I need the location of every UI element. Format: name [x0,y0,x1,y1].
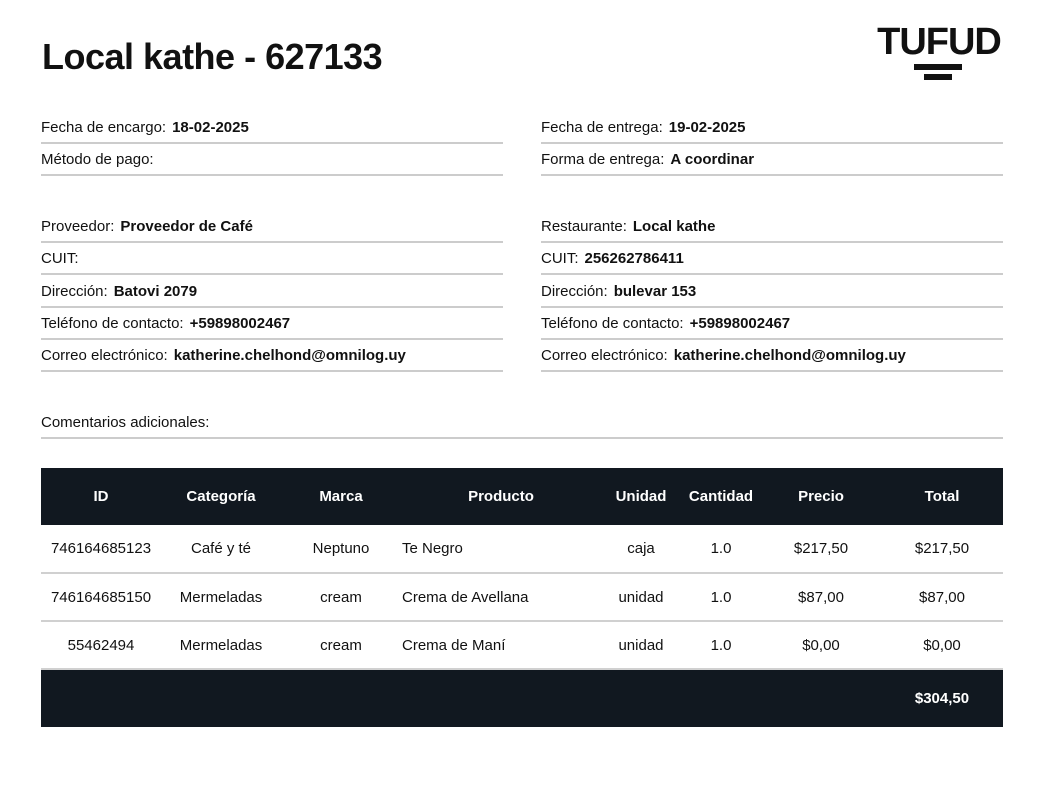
cell-producto: Crema de Avellana [402,588,529,606]
proveedor-correo-label: Correo electrónico: [41,346,168,364]
restaurante-correo-value: katherine.chelhond@omnilog.uy [673,346,906,364]
cell-total: $217,50 [914,540,970,557]
restaurante-correo-field [541,340,1003,372]
cell-total: $87,00 [919,588,965,606]
cell-producto: Te Negro [402,540,463,557]
restaurante-correo-label: Correo electrónico: [541,346,668,364]
cell-categoria: Mermeladas [179,636,263,654]
fecha-entrega-label: Fecha de entrega: [541,118,663,136]
table-header-row [41,468,1003,525]
fecha-entrega-field [541,112,1003,144]
restaurante-cuit-label: CUIT: [541,249,579,267]
cell-id: 55462494 [67,636,135,654]
fecha-entrega-value: 19-02-2025 [668,118,746,136]
cell-marca: cream [320,636,362,654]
th-total: Total [924,488,960,505]
cell-id: 746164685123 [50,540,152,557]
cell-producto: Crema de Maní [402,636,506,654]
fecha-encargo-label: Fecha de encargo: [41,118,167,136]
forma-entrega-value: A coordinar [670,150,755,168]
fecha-encargo-value: 18-02-2025 [172,118,249,136]
table-row [41,525,1003,573]
page-title: Local kathe - 627133 [42,36,383,77]
restaurante-telefono-label: Teléfono de contacto: [541,314,684,332]
cell-precio: $0,00 [802,636,840,654]
cell-marca: cream [320,588,362,606]
th-id: ID [93,488,109,505]
th-marca: Marca [319,488,363,505]
logo-bar-bottom [924,74,952,80]
th-categoria: Categoría [186,488,256,505]
forma-entrega-field [541,144,1003,176]
tufud-logo [874,22,1004,82]
products-table [41,468,1003,727]
restaurante-telefono-value: +59898002467 [689,314,791,332]
cell-unidad: caja [627,540,655,557]
proveedor-value: Proveedor de Café [120,217,253,235]
proveedor-direccion-label: Dirección: [41,282,108,300]
comentarios-label: Comentarios adicionales: [41,413,210,431]
proveedor-telefono-field [41,308,503,340]
table-row [41,621,1003,669]
th-unidad: Unidad [615,488,667,505]
proveedor-field [41,211,503,243]
proveedor-telefono-label: Teléfono de contacto: [41,314,184,332]
cell-cantidad: 1.0 [710,588,732,606]
restaurante-direccion-value: bulevar 153 [613,282,697,300]
restaurante-cuit-field [541,243,1003,275]
fecha-encargo-field [41,112,503,144]
proveedor-correo-field [41,340,503,372]
proveedor-cuit-field [41,243,503,275]
cell-marca: Neptuno [312,540,370,557]
cell-precio: $217,50 [793,540,849,557]
cell-cantidad: 1.0 [710,540,732,557]
th-producto: Producto [468,488,534,505]
table-row [41,573,1003,621]
cell-unidad: unidad [618,588,664,606]
grand-total-spacer [41,669,881,727]
proveedor-correo-value: katherine.chelhond@omnilog.uy [173,346,406,364]
restaurante-value: Local kathe [632,217,716,235]
forma-entrega-label: Forma de entrega: [541,150,665,168]
cell-id: 746164685150 [50,588,152,606]
th-precio: Precio [798,488,844,505]
restaurante-field [541,211,1003,243]
grand-total-value: $304,50 [914,690,970,707]
proveedor-label: Proveedor: [41,217,115,235]
cell-total: $0,00 [923,636,961,654]
th-cantidad: Cantidad [688,488,754,505]
proveedor-cuit-label: CUIT: [41,249,79,267]
metodo-pago-label: Método de pago: [41,150,154,168]
cell-unidad: unidad [618,636,664,654]
restaurante-label: Restaurante: [541,217,627,235]
restaurante-direccion-field [541,276,1003,308]
restaurante-cuit-value: 256262786411 [584,249,684,267]
cell-categoria: Café y té [190,540,252,557]
proveedor-direccion-value: Batovi 2079 [113,282,198,300]
comentarios-field [41,407,1003,439]
restaurante-direccion-label: Dirección: [541,282,608,300]
cell-categoria: Mermeladas [179,588,263,606]
cell-cantidad: 1.0 [710,636,732,654]
metodo-pago-field [41,144,503,176]
cell-precio: $87,00 [798,588,844,606]
grand-total-row [41,669,1003,727]
proveedor-telefono-value: +59898002467 [189,314,291,332]
logo-text: TUFUD [877,21,1001,63]
logo-bar-top [914,64,962,70]
proveedor-direccion-field [41,276,503,308]
restaurante-telefono-field [541,308,1003,340]
